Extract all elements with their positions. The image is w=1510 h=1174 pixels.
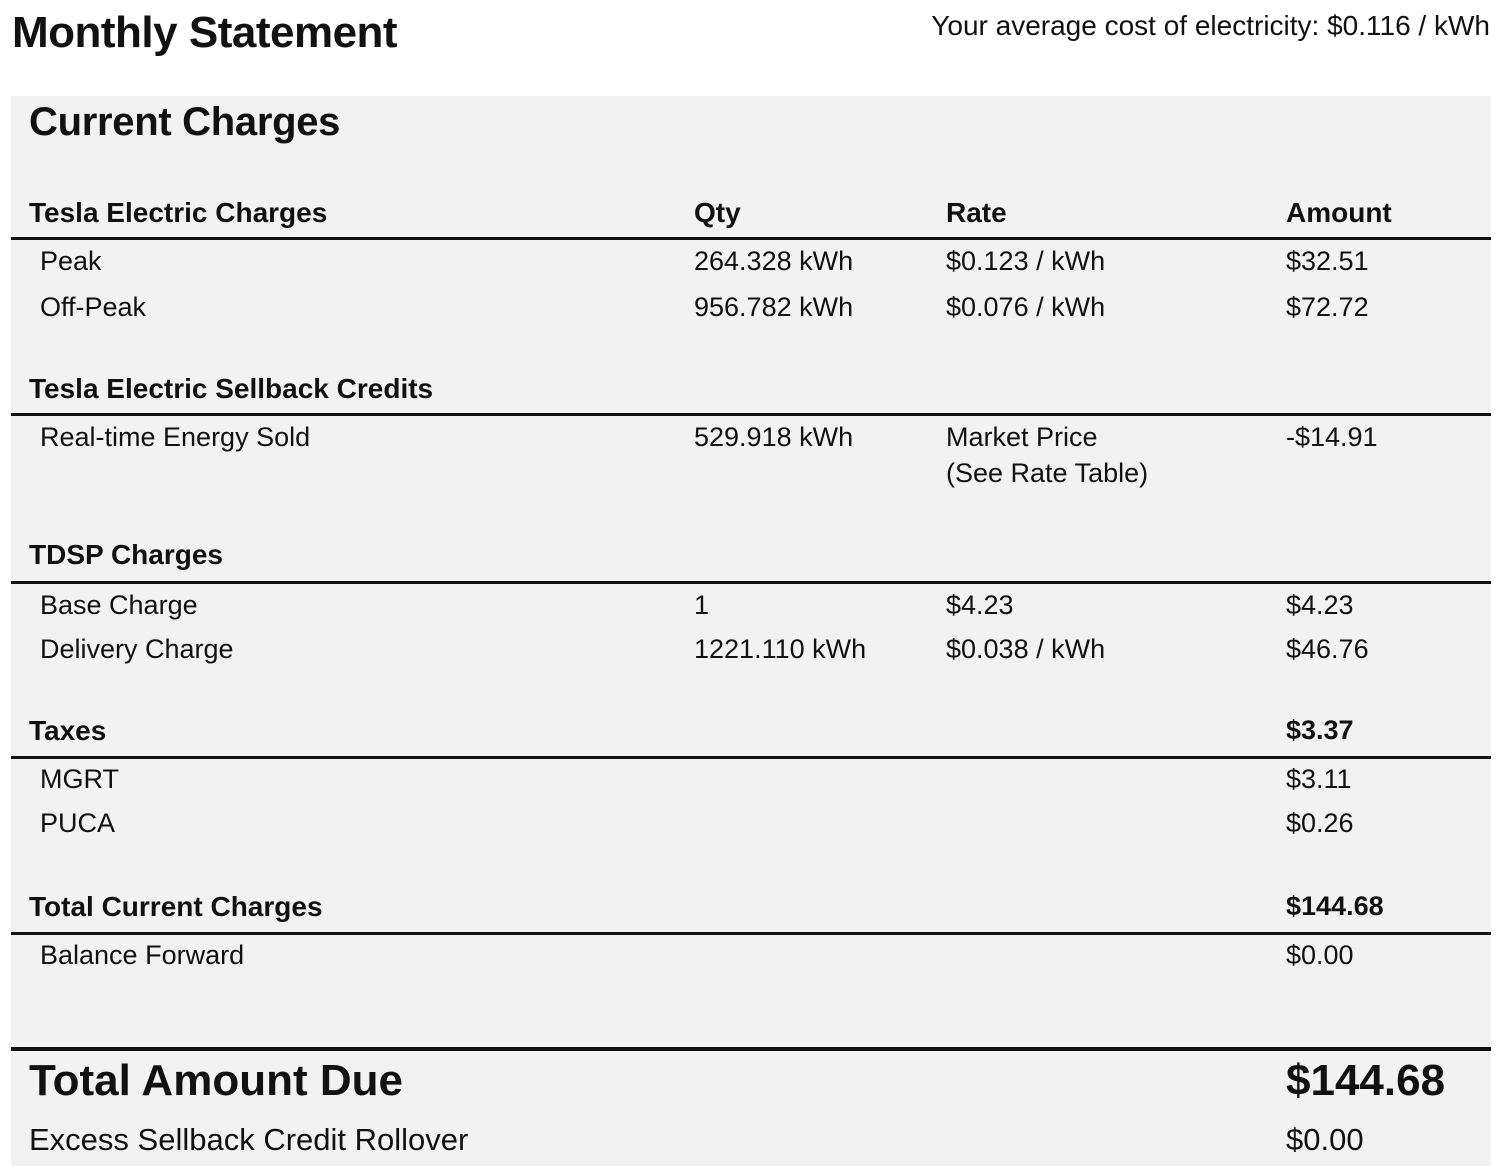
row-rate: $0.038 / kWh xyxy=(946,634,1106,664)
row-qty: 529.918 kWh xyxy=(694,422,854,452)
rollover-value: $0.00 xyxy=(1286,1122,1364,1157)
row-rate: Market Price xyxy=(946,422,1098,452)
row-qty: 1 xyxy=(694,590,710,620)
amount-column-header: Amount xyxy=(1286,197,1392,228)
section-divider xyxy=(11,756,1491,759)
row-label: MGRT xyxy=(40,764,119,794)
row-qty: 1221.110 kWh xyxy=(694,634,867,664)
page-title: Monthly Statement xyxy=(12,8,398,57)
rate-column-header: Rate xyxy=(946,197,1007,228)
row-rate: $0.123 / kWh xyxy=(946,246,1106,276)
tdsp-heading: TDSP Charges xyxy=(29,539,223,570)
row-amount: $46.76 xyxy=(1286,634,1369,664)
current-charges-panel xyxy=(11,96,1491,1166)
row-amount: $72.72 xyxy=(1286,292,1369,322)
taxes-heading: Taxes xyxy=(29,715,107,746)
sellback-heading: Tesla Electric Sellback Credits xyxy=(29,373,434,404)
row-amount: $3.11 xyxy=(1286,764,1352,794)
rollover-label: Excess Sellback Credit Rollover xyxy=(29,1122,469,1157)
row-rate: $0.076 / kWh xyxy=(946,292,1106,322)
total-current-charges-amount: $144.68 xyxy=(1286,891,1384,921)
taxes-total: $3.37 xyxy=(1286,715,1354,745)
section-divider xyxy=(11,932,1491,935)
section-divider xyxy=(11,581,1491,584)
row-label: Delivery Charge xyxy=(40,634,234,664)
section-divider xyxy=(11,413,1491,416)
total-divider xyxy=(11,1047,1491,1051)
row-qty: 264.328 kWh xyxy=(694,246,854,276)
row-amount: $32.51 xyxy=(1286,246,1369,276)
total-amount-due-label: Total Amount Due xyxy=(29,1056,403,1105)
qty-column-header: Qty xyxy=(694,197,741,228)
electric-charges-heading: Tesla Electric Charges xyxy=(29,197,328,228)
total-amount-due-value: $144.68 xyxy=(1286,1056,1446,1105)
row-label: PUCA xyxy=(40,808,116,838)
panel-title: Current Charges xyxy=(29,100,341,144)
row-label: Peak xyxy=(40,246,102,276)
total-current-charges-heading: Total Current Charges xyxy=(29,891,323,922)
row-rate: $4.23 xyxy=(946,590,1014,620)
row-label: Off-Peak xyxy=(40,292,147,322)
row-qty: 956.782 kWh xyxy=(694,292,854,322)
row-amount: -$14.91 xyxy=(1286,422,1378,452)
section-divider xyxy=(11,237,1491,240)
average-cost-text: Your average cost of electricity: $0.116 / kWh xyxy=(931,10,1490,41)
row-label: Balance Forward xyxy=(40,940,245,970)
row-amount: $0.26 xyxy=(1286,808,1354,838)
row-rate-note: (See Rate Table) xyxy=(946,458,1149,488)
row-amount: $0.00 xyxy=(1286,940,1354,970)
row-label: Real-time Energy Sold xyxy=(40,422,311,452)
row-amount: $4.23 xyxy=(1286,590,1354,620)
row-label: Base Charge xyxy=(40,590,198,620)
